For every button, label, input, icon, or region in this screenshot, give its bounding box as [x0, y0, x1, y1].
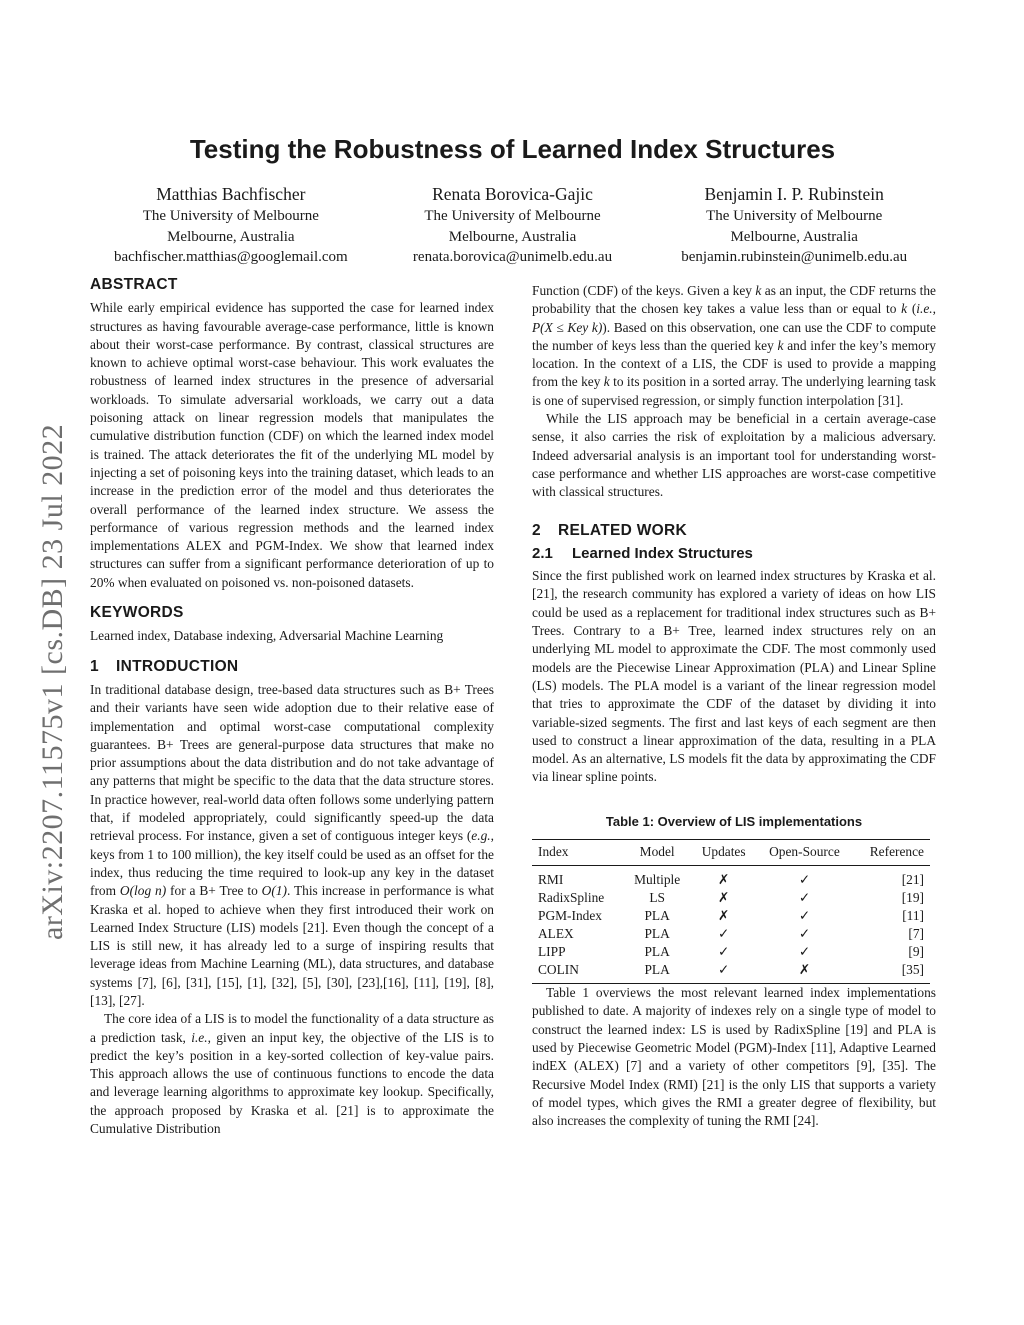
table-cell: PLA: [644, 926, 670, 942]
abstract-text: While early empirical evidence has supported the case for learned index structures as having favourable average-case performance, little is known about their worst-case performance. By contrast, classical structures are known to achieve optimal worst-case behaviour. This work evaluates the robustness of learned index structures in the presence of adversarial workloads. To simulate adversarial workloads, we carry out a data poisoning attack on linear regression models that manipulates the cumulative distribution function (CDF) on which the learned index model is trained. The attack deteriorates the fit of the underlying ML model by injecting a set of poisoning keys into the training dataset, which leads to an increase in the prediction error of the model and thus deteriorates the overall performance of the learned index structure. We assess the performance of various regression methods and the learned index implementations ALEX and PGM-Index. We show that learned index structures can suffer from a significant performance deterioration of up to 20% when evaluated on poisoned vs. non-poisoned datasets.: [90, 300, 494, 590]
math-expression: O(log n): [119, 883, 167, 899]
table-cell: ✗: [718, 890, 730, 906]
table-cell: PLA: [644, 962, 670, 978]
text-run: for a B+ Tree to: [166, 883, 262, 899]
math-expression: k: [901, 301, 908, 317]
author-affiliation: The University of Melbourne: [424, 208, 601, 224]
column-header: Open-Source: [769, 844, 840, 860]
table-cell: [19]: [901, 890, 924, 906]
table-header-row: [532, 840, 930, 866]
table-cell: ✓: [798, 890, 811, 906]
author-email: renata.borovica@unimelb.edu.au: [412, 249, 613, 265]
table-cell: RadixSpline: [538, 890, 605, 906]
table-row: [532, 943, 930, 961]
math-expression: k: [755, 283, 762, 298]
text-run: , given an input key, the objective of the LIS is to predict the key’s position in a key-sorted collection of key-value pairs. This approach allows the use of continuous functions to encode the data and leverage learning algorithms to approximate key lookup. Specifically, the approach proposed by Kraska et al. [21] is to approximate the Cumulative Distribution: [90, 1029, 494, 1137]
table-cell: RMI: [538, 872, 564, 888]
keywords-text: Learned index, Database indexing, Adversarial Machine Learning: [90, 628, 444, 644]
author-3: [653, 182, 935, 268]
arxiv-identifier: arXiv:2207.11575v1 [cs.DB] 23 Jul 2022: [36, 423, 69, 940]
table-row: [532, 866, 930, 890]
intro-paragraph-3: [532, 282, 936, 410]
related-work-heading: [532, 522, 936, 540]
left-column: [90, 276, 494, 1138]
intro-paragraph-1: [90, 681, 494, 1010]
column-header: Updates: [701, 844, 746, 860]
related-paragraph-1: Since the first published work on learned index structures by Kraska et al. [21], the research community has explored a variety of ideas on how LIS could be used as a replacement for traditional index structures such as B+ Trees. Contrary to a B+ Tree, learned index structures rely on an underlying ML model to approximate the CDF. The most commonly used models are the Piecewise Linear Approximation (PLA) and Linear Spline (LS) models. The PLA model is a variant of the linear regression model that tries to approximate the CDF of the dataset by dividing it into variable-sized segments. The first and last keys of each segment are then used to construct a linear approximation of the data, resulting in a PLA model. As an alternative, LS models fit the data by approximating the CDF via linear spline points.: [532, 568, 936, 785]
text-run: The core idea of a LIS is to model the functionality of a data structure as a prediction task,: [90, 1011, 494, 1045]
text-run: i.e.: [191, 1029, 208, 1045]
author-location: Melbourne, Australia: [167, 228, 295, 245]
math-expression: P(X ≤ Key k): [532, 319, 603, 335]
table-cell: [21]: [901, 872, 924, 888]
table-cell: ✗: [718, 872, 730, 888]
text-run: ). Based on this observation, one can use the CDF to compute the number of keys less than the queried key: [532, 319, 936, 353]
author-affiliation: The University of Melbourne: [142, 208, 319, 224]
lis-overview-table: [532, 839, 930, 984]
author-affiliation: The University of Melbourne: [706, 208, 883, 224]
text-run: to its position in a sorted array. The underlying learning task is one of supervised regression, or simply function interpolation [31].: [532, 374, 936, 408]
column-header: Reference: [869, 844, 924, 860]
table-row: [532, 925, 930, 943]
table-cell: ✓: [718, 962, 730, 978]
table-cell: [11]: [902, 908, 924, 924]
author-email: bachfischer.matthias@googlemail.com: [113, 249, 348, 265]
text-run: Function (CDF) of the keys. Given a key: [532, 283, 756, 298]
text-run: . This increase in performance is what Kraska et al. hoped to achieve when they first introduced their work on Learned Index Structure (LIS) models [21]. Even though the concept of a LIS is still new, it has already led to a surge of inspiring results that leverage ideas from Machine Learning (ML), data structures, and database systems [7], [6], [31], [15], [1], [32], [5], [30], [23],[16], [11], [19], [8], [13], [27].: [90, 883, 494, 1008]
table-cell: ✓: [798, 926, 811, 942]
math-expression: O(1): [261, 883, 287, 899]
section-title: INTRODUCTION: [116, 657, 239, 675]
intro-paragraph-4: While the LIS approach may be beneficial in a certain average-case sense, it also carries the risk of exploitation by a malicious adversary. Indeed adversarial analysis is an important tool for understanding worst-case performance and whether LIS approaches are worst-case competitive with classical structures.: [532, 411, 936, 500]
table-row: [532, 907, 930, 925]
text-run: , keys from 1 to 100 million), the key itself could be used as an offset for the index, thus reducing the time required to look-up any key in the dataset from: [90, 828, 494, 899]
author-location: Melbourne, Australia: [730, 228, 858, 245]
author-name: Matthias Bachfischer: [156, 184, 306, 204]
related-paragraph-2: Table 1 overviews the most relevant learned index implementations published to date. A majority of indexes rely on a single type of model to construct the learned index: LS is used by RadixSpline [19] and PLA is used by Piecewise Geometric Model (PGM)-Index [11], Adaptive Learned indEX (ALEX) [7] and a variety of other competitors [9], [35]. The Recursive Model Index (RMI) [21] is the only LIS that supports a variety of model types, which gives the RMI a greater degree of flexibility, but also increases the complexity of tuning the RMI [24].: [532, 985, 936, 1129]
keywords-heading: KEYWORDS: [90, 604, 184, 622]
paper-title: Testing the Robustness of Learned Index Structures: [189, 134, 836, 164]
table-cell: Multiple: [634, 872, 681, 888]
abstract-heading: ABSTRACT: [90, 276, 178, 293]
intro-heading: [90, 658, 494, 676]
table-cell: ✓: [798, 908, 811, 924]
text-run: (: [907, 301, 917, 317]
table-cell: COLIN: [538, 962, 579, 978]
table-cell: ✗: [718, 908, 730, 924]
section-number: 1: [90, 657, 99, 675]
table-cell: ✗: [798, 962, 811, 978]
table-row: [532, 889, 930, 907]
intro-paragraph-2: [90, 1010, 494, 1138]
author-name: Renata Borovica-Gajic: [432, 184, 593, 204]
table-cell: ✓: [718, 926, 730, 942]
math-expression: k: [777, 337, 784, 353]
table-cell: [9]: [908, 944, 924, 960]
section-title: RELATED WORK: [558, 521, 688, 539]
text-run: and infer the key’s memory location. In the context of a LIS, the CDF is used to provide a mapping from the key: [532, 337, 936, 390]
math-expression: k: [603, 374, 610, 390]
author-1: [90, 182, 372, 268]
table-cell: [35]: [901, 962, 924, 978]
author-2: [372, 182, 654, 268]
author-name: Benjamin I. P. Rubinstein: [704, 184, 884, 204]
section-number: 2: [532, 521, 541, 539]
author-location: Melbourne, Australia: [448, 228, 577, 245]
author-email: benjamin.rubinstein@unimelb.edu.au: [681, 249, 908, 265]
column-header: Index: [538, 844, 569, 860]
column-header: Model: [639, 844, 675, 860]
table-cell: PGM-Index: [538, 908, 602, 924]
table-cell: LS: [649, 890, 665, 906]
table-cell: ALEX: [538, 926, 574, 942]
table-cell: ✓: [798, 944, 811, 960]
table-cell: LIPP: [538, 944, 566, 960]
subsection-heading: [532, 545, 936, 563]
table-caption: Table 1: Overview of LIS implementations: [605, 813, 863, 829]
author-block: [90, 182, 935, 268]
subsection-title: Learned Index Structures: [572, 544, 753, 562]
subsection-number: 2.1: [532, 544, 553, 562]
text-run: i.e.: [916, 301, 933, 317]
table-cell: PLA: [644, 944, 670, 960]
table-cell: [7]: [908, 926, 924, 942]
text-run: as an input, the CDF returns the probability that the chosen key takes a value less than or equal to: [532, 283, 936, 317]
right-column: [532, 282, 936, 1130]
table-cell: ✓: [798, 872, 811, 888]
table-row: [532, 961, 930, 984]
text-run: ,: [932, 301, 937, 317]
text-run: In traditional database design, tree-based data structures such as B+ Trees and their variants have seen wide adoption due to their relative ease of implementation and optimal worst-case computational complexity guarantees. B+ Trees are general-purpose data structures that make no prior assumptions about the data distribution and do not take advantage of any patterns that might be specific to the data that the data structure stores. In practice however, real-world data often follows some underlying pattern that, if modeled appropriately, could significantly speed-up the data retrieval process. For instance, given a set of contiguous integer keys (: [90, 681, 494, 844]
table-cell: ✓: [718, 944, 730, 960]
table-cell: PLA: [644, 908, 670, 924]
text-run: e.g.: [471, 828, 491, 844]
